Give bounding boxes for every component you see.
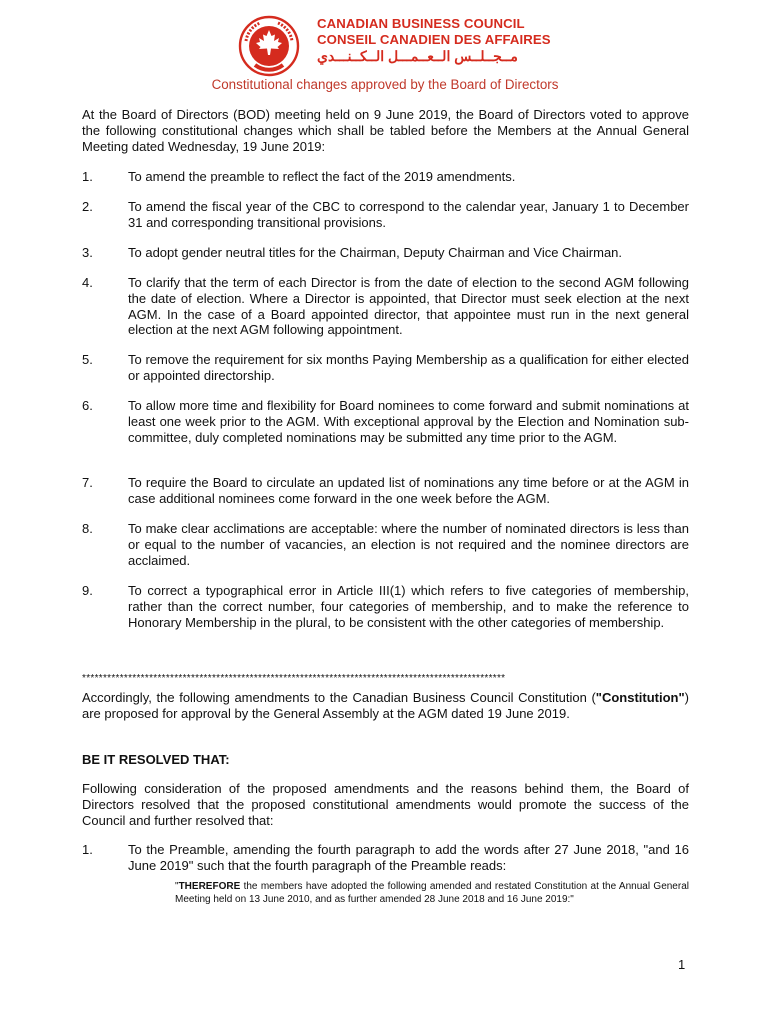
maple-leaf-seal-icon <box>238 15 300 77</box>
quote-open-mark: " <box>175 881 179 892</box>
quote-therefore: THEREFORE <box>178 881 241 892</box>
page-number: 1 <box>678 957 686 972</box>
item-text: To remove the requirement for six months Paying Membership as a qualification for either elected or appointed directorship. <box>128 352 689 383</box>
preamble-quote <box>175 880 689 906</box>
org-name-english: CANADIAN BUSINESS COUNCIL <box>317 16 525 31</box>
org-name-french: CONSEIL CANADIEN DES AFFAIRES <box>317 32 551 47</box>
item-text: To amend the fiscal year of the CBC to correspond to the calendar year, January 1 to December 31 and corresponding transitional provisions. <box>128 199 689 230</box>
item-text: To make clear acclimations are acceptable: where the number of nominated directors is less than or equal to the number of vacancies, an election is not required and the nominee directors are acclaimed. <box>128 521 689 568</box>
accordingly-paragraph <box>82 690 689 722</box>
item-number: 1. <box>82 169 93 184</box>
separator-line: ***************************************************************************************************** <box>82 674 506 684</box>
item-text: To adopt gender neutral titles for the Chairman, Deputy Chairman and Vice Chairman. <box>128 245 623 260</box>
accordingly-text-start: Accordingly, the following amendments to the Canadian Business Council Constitution ( <box>82 690 596 705</box>
item-number: 1. <box>82 842 93 857</box>
item-text: To require the Board to circulate an updated list of nominations any time before or at the AGM in case additional nominees come forward in the one week before the AGM. <box>128 475 689 506</box>
item-number: 2. <box>82 199 93 214</box>
accordingly-text-end: ) are proposed for approval by the General Assembly at the AGM dated 19 June 2019. <box>82 690 689 721</box>
following-paragraph: Following consideration of the proposed amendments and the reasons behind them, the Board of Directors resolved that the proposed constitutional amendments would promote the success of the Council and further resolved that: <box>82 781 689 828</box>
quote-text: the members have adopted the following amended and restated Constitution at the Annual General Meeting held on 13 June 2010, and as further amended 28 June 2018 and 16 June 2019:" <box>175 881 689 905</box>
item-number: 8. <box>82 521 93 536</box>
item-number: 3. <box>82 245 93 260</box>
item-text: To allow more time and flexibility for Board nominees to come forward and submit nominations at least one week prior to the AGM. With exceptional approval by the Election and Nomination sub-committee, duly completed nominations may be submitted any time prior to the AGM. <box>128 398 689 445</box>
resolved-heading: BE IT RESOLVED THAT: <box>82 752 230 767</box>
item-number: 5. <box>82 352 93 367</box>
org-logo <box>238 15 551 73</box>
intro-paragraph: At the Board of Directors (BOD) meeting held on 9 June 2019, the Board of Directors voted to approve the following constitutional changes which shall be tabled before the Members at the Annual General Meeting dated Wednesday, 19 June 2019: <box>82 107 689 154</box>
org-name-arabic: مــجــلــس الــعــمـــل الــكــنـــدي <box>317 48 518 64</box>
item-number: 9. <box>82 583 93 598</box>
item-number: 4. <box>82 275 93 290</box>
item-text: To amend the preamble to reflect the fact of the 2019 amendments. <box>128 169 516 184</box>
item-number: 6. <box>82 398 93 413</box>
document-title: Constitutional changes approved by the Board of Directors <box>211 77 559 92</box>
item-text: To clarify that the term of each Director is from the date of election to the second AGM following the date of election. Where a Director is appointed, that Director must seek election at the next AGM. In the case of a Board appointed director, that appointee must run in the next general election at the next AGM following appointment. <box>128 275 689 338</box>
constitution-term: "Constitution" <box>595 690 685 705</box>
item-text: To correct a typographical error in Article III(1) which refers to five categories of membership, rather than the correct number, four categories of membership, and to make the reference to Honorary Membership in the plural, to be consistent with the other categories of membership. <box>128 583 689 630</box>
item-text: To the Preamble, amending the fourth paragraph to add the words after 27 June 2018, "and 16 June 2019" such that the fourth paragraph of the Preamble reads: <box>128 842 689 873</box>
item-number: 7. <box>82 475 93 490</box>
